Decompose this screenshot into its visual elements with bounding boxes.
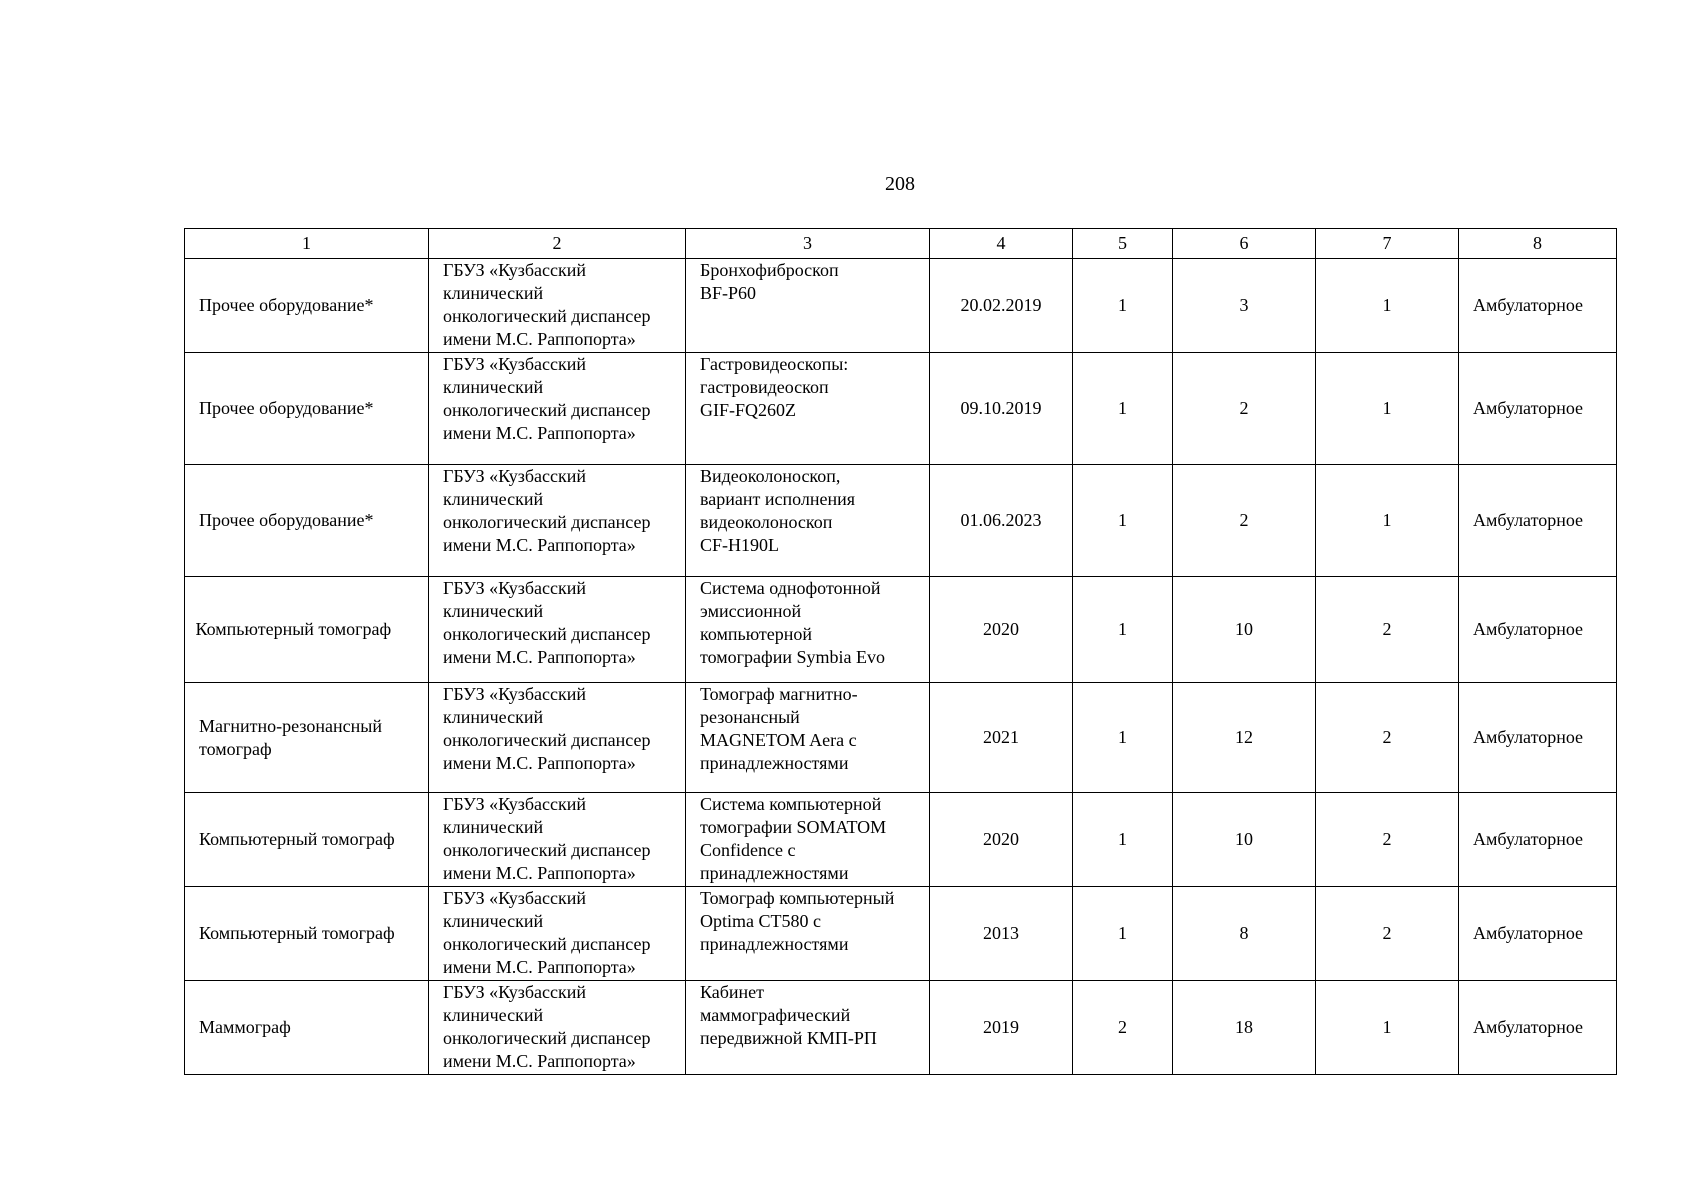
equipment-type-cell: Прочее оборудование* [185, 259, 429, 353]
count-cell: 1 [1073, 887, 1173, 981]
device-name-cell: Томограф магнитно- резонансный MAGNETOM Aera с принадлежностями [686, 683, 930, 793]
value-cell: 3 [1173, 259, 1316, 353]
date-cell: 2013 [930, 887, 1073, 981]
device-name-cell: Система однофотонной эмиссионной компьютерной томографии Symbia Evo [686, 577, 930, 683]
table-row [185, 981, 1617, 1075]
value-cell: 2 [1316, 683, 1459, 793]
value-cell: 2 [1316, 793, 1459, 887]
count-cell: 1 [1073, 259, 1173, 353]
column-header: 3 [686, 229, 930, 259]
equipment-type-cell: Прочее оборудование* [185, 465, 429, 577]
column-header: 8 [1459, 229, 1617, 259]
equipment-type-cell: Маммограф [185, 981, 429, 1075]
date-cell: 20.02.2019 [930, 259, 1073, 353]
page-number: 208 [885, 173, 915, 195]
column-header: 2 [429, 229, 686, 259]
table-row [185, 683, 1617, 793]
value-cell: 2 [1173, 353, 1316, 465]
column-header: 4 [930, 229, 1073, 259]
table-row [185, 793, 1617, 887]
device-name-cell: Томограф компьютерный Optima CT580 с принадлежностями [686, 887, 930, 981]
table-header-row [185, 229, 1617, 259]
date-cell: 2020 [930, 793, 1073, 887]
table-row [185, 353, 1617, 465]
date-cell: 2020 [930, 577, 1073, 683]
organization-cell: ГБУЗ «Кузбасский клинический онкологический диспансер имени М.С. Раппопорта» [429, 981, 686, 1075]
date-cell: 09.10.2019 [930, 353, 1073, 465]
table-row [185, 465, 1617, 577]
organization-cell: ГБУЗ «Кузбасский клинический онкологический диспансер имени М.С. Раппопорта» [429, 577, 686, 683]
care-type-cell: Амбулаторное [1459, 981, 1617, 1075]
column-header: 5 [1073, 229, 1173, 259]
organization-cell: ГБУЗ «Кузбасский клинический онкологический диспансер имени М.С. Раппопорта» [429, 887, 686, 981]
count-cell: 1 [1073, 577, 1173, 683]
equipment-type-cell: Компьютерный томограф [185, 793, 429, 887]
care-type-cell: Амбулаторное [1459, 683, 1617, 793]
device-name-cell: Кабинет маммографический передвижной КМП-РП [686, 981, 930, 1075]
value-cell: 1 [1316, 465, 1459, 577]
table-row [185, 887, 1617, 981]
device-name-cell: Видеоколоноскоп, вариант исполнения видеоколоноскоп CF-H190L [686, 465, 930, 577]
date-cell: 01.06.2023 [930, 465, 1073, 577]
care-type-cell: Амбулаторное [1459, 353, 1617, 465]
device-name-cell: Система компьютерной томографии SOMATOM Confidence с принадлежностями [686, 793, 930, 887]
device-name-cell: Бронхофиброскоп BF-P60 [686, 259, 930, 353]
column-header: 6 [1173, 229, 1316, 259]
care-type-cell: Амбулаторное [1459, 793, 1617, 887]
value-cell: 10 [1173, 793, 1316, 887]
count-cell: 1 [1073, 683, 1173, 793]
care-type-cell: Амбулаторное [1459, 259, 1617, 353]
value-cell: 1 [1316, 259, 1459, 353]
care-type-cell: Амбулаторное [1459, 577, 1617, 683]
equipment-type-cell: Компьютерный томограф [185, 887, 429, 981]
value-cell: 2 [1316, 577, 1459, 683]
column-header: 7 [1316, 229, 1459, 259]
organization-cell: ГБУЗ «Кузбасский клинический онкологический диспансер имени М.С. Раппопорта» [429, 259, 686, 353]
value-cell: 1 [1316, 353, 1459, 465]
value-cell: 2 [1316, 887, 1459, 981]
count-cell: 1 [1073, 353, 1173, 465]
equipment-type-cell: Прочее оборудование* [185, 353, 429, 465]
equipment-table [184, 228, 1617, 1075]
device-name-cell: Гастровидеоскопы: гастровидеоскоп GIF-FQ260Z [686, 353, 930, 465]
value-cell: 1 [1316, 981, 1459, 1075]
date-cell: 2019 [930, 981, 1073, 1075]
equipment-type-cell: Компьютерный томограф [185, 577, 429, 683]
care-type-cell: Амбулаторное [1459, 465, 1617, 577]
value-cell: 18 [1173, 981, 1316, 1075]
count-cell: 2 [1073, 981, 1173, 1075]
value-cell: 8 [1173, 887, 1316, 981]
care-type-cell: Амбулаторное [1459, 887, 1617, 981]
value-cell: 12 [1173, 683, 1316, 793]
table-row [185, 259, 1617, 353]
equipment-type-cell: Магнитно-резонансный томограф [185, 683, 429, 793]
count-cell: 1 [1073, 465, 1173, 577]
column-header: 1 [185, 229, 429, 259]
date-cell: 2021 [930, 683, 1073, 793]
table-row [185, 577, 1617, 683]
count-cell: 1 [1073, 793, 1173, 887]
organization-cell: ГБУЗ «Кузбасский клинический онкологический диспансер имени М.С. Раппопорта» [429, 793, 686, 887]
organization-cell: ГБУЗ «Кузбасский клинический онкологический диспансер имени М.С. Раппопорта» [429, 683, 686, 793]
value-cell: 10 [1173, 577, 1316, 683]
value-cell: 2 [1173, 465, 1316, 577]
organization-cell: ГБУЗ «Кузбасский клинический онкологический диспансер имени М.С. Раппопорта» [429, 465, 686, 577]
organization-cell: ГБУЗ «Кузбасский клинический онкологический диспансер имени М.С. Раппопорта» [429, 353, 686, 465]
